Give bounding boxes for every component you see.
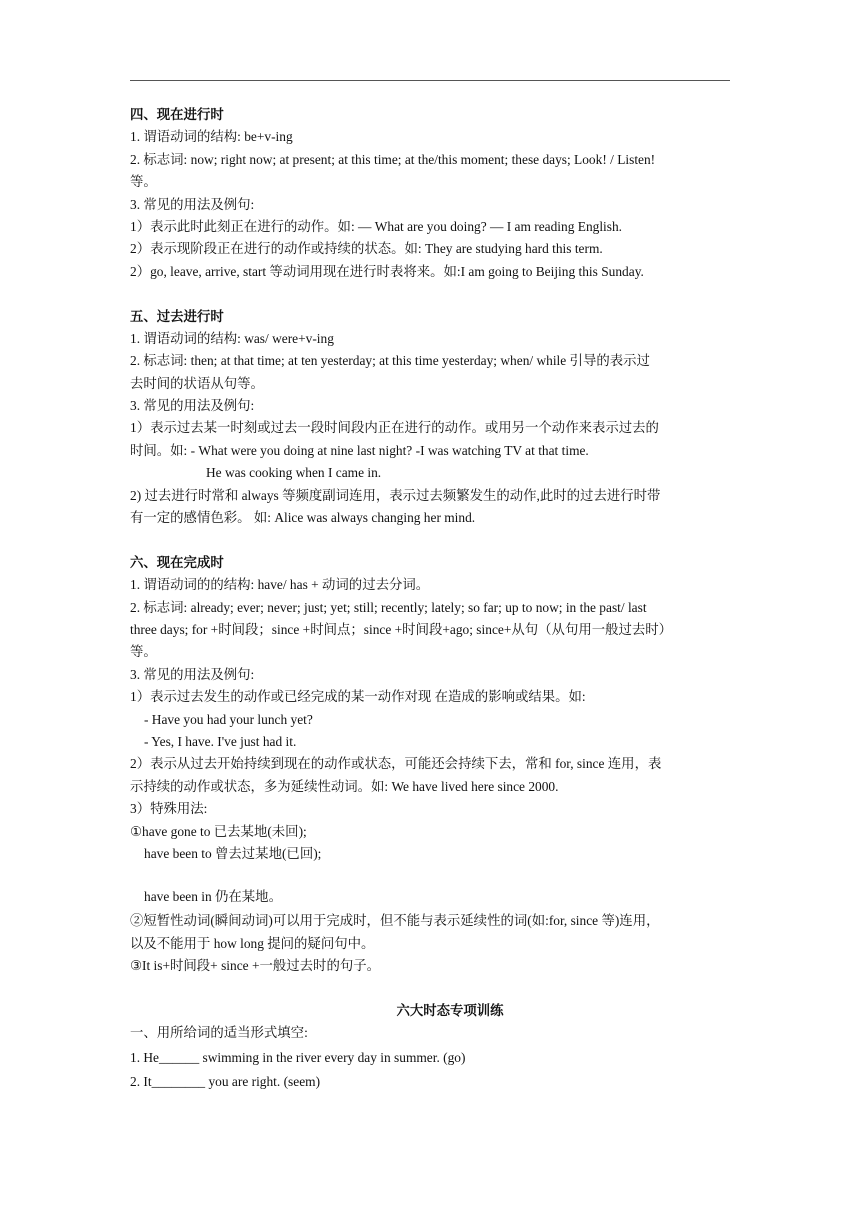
text-line: ③It is+时间段+ since +一般过去时的句子。 — [130, 958, 381, 974]
header-rule — [130, 80, 730, 81]
text-line: 1）表示此时此刻正在进行的动作。如: — What are you doing? — I am reading English. — [130, 218, 623, 234]
training-title: 六大时态专项训练 — [396, 1002, 504, 1018]
text-line: 时间。如: - What were you doing at nine last night? -I was watching TV at that time. — [130, 442, 589, 458]
text-line: ②短暂性动词(瞬间动词)可以用于完成时，但不能与表示延续性的词(如:for, since 等)连用， — [130, 913, 660, 929]
text-line: 1. 谓语动词的的结构: have/ has + 动词的过去分词。 — [130, 577, 430, 593]
spacer — [130, 283, 730, 305]
text-line: 等。 — [130, 644, 157, 660]
text-line: 2. 标志词: then; at that time; at ten yesterday; at this time yesterday; when/ while 引导的表示过 — [130, 353, 650, 369]
text-line: 3. 常见的用法及例句: — [130, 398, 255, 414]
spacer — [130, 977, 730, 999]
text-line: 3）特殊用法: — [130, 801, 208, 817]
text-line: 2. 标志词: already; ever; never; just; yet; still; recently; lately; so far; up to now; in the past/ last — [130, 599, 647, 615]
text-line: He was cooking when I came in. — [206, 465, 382, 481]
text-line: ①have gone to 已去某地(未回); — [130, 823, 307, 839]
text-line: 2. 标志词: now; right now; at present; at this time; at the/this moment; these days; Look! / Listen! — [130, 151, 656, 167]
exercise-question: 1. He______ swimming in the river every day in summer. (go) — [130, 1049, 466, 1065]
section-title-past-continuous: 五、过去进行时 — [130, 308, 224, 324]
text-line: 2）表示从过去开始持续到现在的动作或状态，可能还会持续下去，常和 for, since 连用，表 — [130, 756, 662, 772]
text-line: 2）go, leave, arrive, start 等动词用现在进行时表将来。如:I am going to Beijing this Sunday. — [130, 263, 644, 279]
document-body — [130, 104, 730, 1093]
text-line: 1. 谓语动词的结构: was/ were+v-ing — [130, 330, 334, 346]
text-line: 3. 常见的用法及例句: — [130, 196, 255, 212]
text-line: 2）表示现阶段正在进行的动作或持续的状态。如: They are studying hard this term. — [130, 241, 603, 257]
text-line: have been in 仍在某地。 — [144, 889, 282, 905]
exercise-part-title: 一、用所给词的适当形式填空: — [130, 1025, 308, 1041]
example-line: - Yes, I have. I've just had it. — [144, 733, 297, 749]
section-title-present-continuous: 四、现在进行时 — [130, 107, 224, 122]
text-line: 示持续的动作或状态，多为延续性动词。如: We have lived here since 2000. — [130, 778, 559, 794]
text-line: 等。 — [130, 174, 157, 190]
text-line: 去时间的状语从句等。 — [130, 375, 264, 391]
exercise-question: 2. It________ you are right. (seem) — [130, 1073, 321, 1089]
spacer — [130, 529, 730, 551]
text-line: 1）表示过去某一时刻或过去一段时间段内正在进行的动作。或用另一个动作来表示过去的 — [130, 420, 659, 436]
spacer — [130, 865, 730, 884]
text-line: 1）表示过去发生的动作或已经完成的某一动作对现 在造成的影响或结果。如: — [130, 689, 586, 705]
text-line: 2) 过去进行时常和 always 等频度副词连用，表示过去频繁发生的动作,此时的过去进行时带 — [130, 487, 661, 503]
text-line: have been to 曾去过某地(已回); — [144, 845, 322, 861]
text-line: 1. 谓语动词的结构: be+v-ing — [130, 129, 293, 145]
text-line: 有一定的感情色彩。 如: Alice was always changing her mind. — [130, 510, 476, 526]
section-title-present-perfect: 六、现在完成时 — [130, 554, 224, 570]
example-line: - Have you had your lunch yet? — [144, 711, 313, 727]
text-line: 以及不能用于 how long 提问的疑问句中。 — [130, 935, 375, 951]
text-line: 3. 常见的用法及例句: — [130, 666, 255, 682]
text-line: three days; for +时间段；since +时间点；since +时间段+ago; since+从句（从句用一般过去时） — [130, 621, 673, 637]
